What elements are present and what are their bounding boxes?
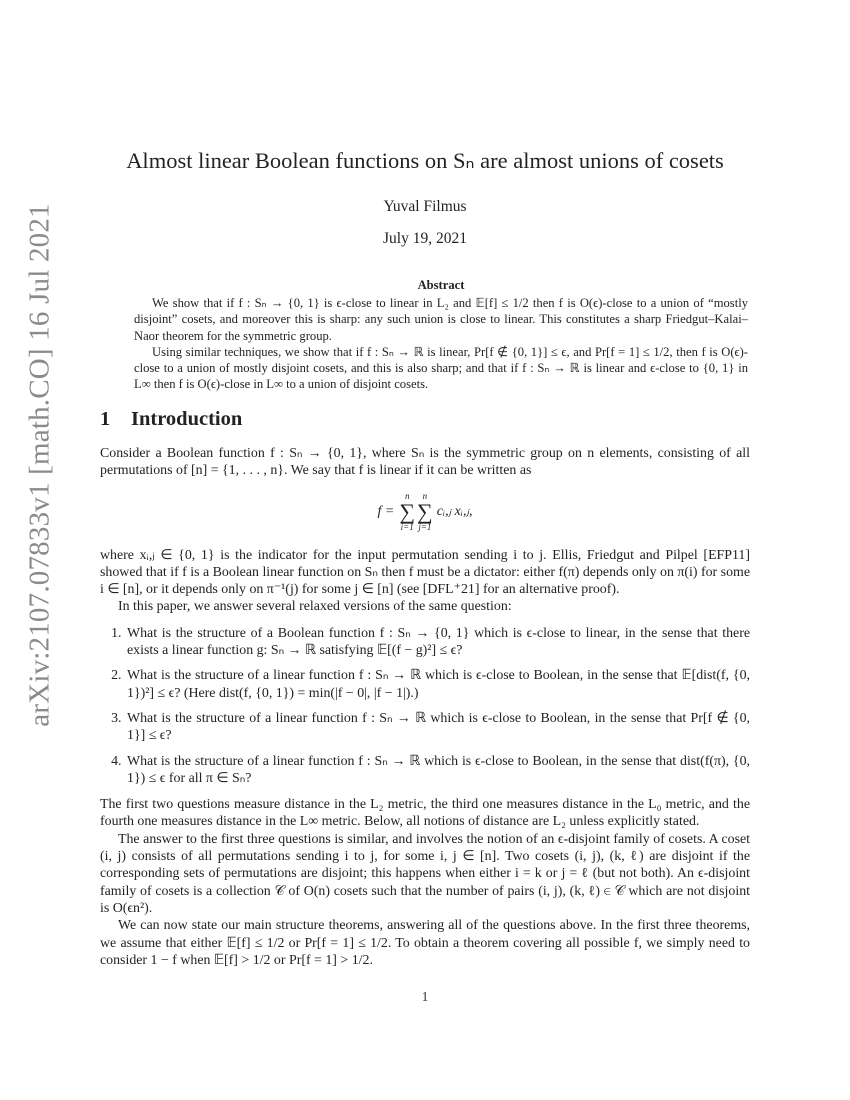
arxiv-identifier: arXiv:2107.07833v1 [math.CO] 16 Jul 2021 bbox=[23, 203, 56, 727]
arxiv-stamp bbox=[20, 203, 60, 727]
question-item: 1. What is the structure of a Boolean function f : Sₙ → {0, 1} which is ϵ-close to linear, in the sense that there exists a linear function g: Sₙ → ℝ satisfying 𝔼[(f − g)²] ≤ ϵ? bbox=[125, 625, 750, 660]
dictator-paragraph: where xᵢ,ⱼ ∈ {0, 1} is the indicator for the input permutation sending i to j. Ellis, Friedgut and Pilpel [EFP11] showed that if f is a Boolean linear function on Sₙ then f must be a dictator: either f(π) depends only on π(i) for some i ∈ [n], or it depends only on π⁻¹(j) for some j ∈ [n] (see [DFL⁺21] for an alternative proof). bbox=[100, 547, 750, 598]
questions-intro: In this paper, we answer several relaxed versions of the same question: bbox=[118, 599, 512, 615]
body-text bbox=[100, 445, 750, 969]
author-name: Yuval Filmus bbox=[383, 198, 467, 215]
question-item: 2. What is the structure of a linear function f : Sₙ → ℝ which is ϵ-close to Boolean, in the sense that 𝔼[dist(f, {0, 1})²] ≤ ϵ? (Here dist(f, {0, 1}) = min(|f − 0|, |f − 1|).) bbox=[125, 667, 750, 702]
abstract-heading: Abstract bbox=[417, 278, 465, 292]
section-heading bbox=[100, 408, 242, 431]
linear-function-equation bbox=[100, 492, 750, 534]
metrics-paragraph: The first two questions measure distance in the L₂ metric, the third one measures distance in the L₀ metric, and the fourth one measures distance in the L∞ metric. Below, all notions of distance are L₂ unless explicitly stated. bbox=[100, 797, 750, 830]
question-item: 4. What is the structure of a linear function f : Sₙ → ℝ which is ϵ-close to Boolean, in the sense that dist(f(π), {0, 1}) ≤ ϵ for all π ∈ Sₙ? bbox=[125, 753, 750, 788]
abstract-paragraph: Using similar techniques, we show that if f : Sₙ → ℝ is linear, Pr[f ∉ {0, 1}] ≤ ϵ, and Pr[f = 1] ≤ 1/2, then f is O(ϵ)-close to a union of mostly disjoint cosets, and this is also sharp; and that if f : Sₙ → ℝ is linear and ϵ-close to {0, 1} in L∞ then f is O(ϵ)-close in L∞ to a union of disjoint cosets. bbox=[134, 344, 748, 392]
equation-term: cᵢ,ⱼ xᵢ,ⱼ, bbox=[436, 503, 473, 519]
section-title: Introduction bbox=[131, 408, 243, 430]
paper-title: Almost linear Boolean functions on Sₙ are almost unions of cosets bbox=[126, 148, 724, 173]
abstract bbox=[134, 277, 748, 392]
questions-list bbox=[100, 625, 750, 787]
equation-lhs: f = bbox=[377, 503, 395, 519]
theorems-paragraph: We can now state our main structure theorems, answering all of the questions above. In the first three theorems, we assume that either 𝔼[f] ≤ 1/2 or Pr[f = 1] ≤ 1/2. To obtain a theorem covering all possible f, we simply need to consider 1 − f when 𝔼[f] > 1/2 or Pr[f = 1] > 1/2. bbox=[100, 918, 750, 968]
page-number: 1 bbox=[421, 989, 429, 1004]
section-number: 1 bbox=[100, 408, 111, 430]
summation-i: n ∑ i=1 bbox=[399, 490, 416, 532]
abstract-paragraph: We show that if f : Sₙ → {0, 1} is ϵ-close to linear in L₂ and 𝔼[f] ≤ 1/2 then f is O(ϵ)-close to a union of “mostly disjoint” cosets, and moreover this is sharp: any such union is close to linear. This constitutes a sharp Friedgut–Kalai–Naor theorem for the symmetric group. bbox=[134, 296, 748, 343]
intro-paragraph: Consider a Boolean function f : Sₙ → {0, 1}, where Sₙ is the symmetric group on n elements, consisting of all permutations of [n] = {1, . . . , n}. We say that f is linear if it can be written as bbox=[100, 446, 750, 479]
paper-date: July 19, 2021 bbox=[383, 230, 467, 247]
summation-j: n ∑ j=1 bbox=[417, 490, 433, 532]
cosets-paragraph: The answer to the first three questions is similar, and involves the notion of an ϵ-disjoint family of cosets. A coset (i, j) consists of all permutations sending i to j, for some i, j ∈ [n]. Two cosets (i, j), (k, ℓ) are disjoint if the corresponding sets of permutations are disjoint; this happens when either i = k or j = ℓ (but not both). An ϵ-disjoint family of cosets is a collection 𝒞 of O(n) cosets such that the number of pairs (i, j), (k, ℓ) ∈ 𝒞 which are not disjoint is O(ϵn²). bbox=[100, 831, 750, 916]
question-item: 3. What is the structure of a linear function f : Sₙ → ℝ which is ϵ-close to Boolean, in the sense that Pr[f ∉ {0, 1}] ≤ ϵ? bbox=[125, 710, 750, 745]
sigma-icon: ∑ bbox=[399, 498, 416, 524]
sigma-icon: ∑ bbox=[417, 498, 433, 524]
